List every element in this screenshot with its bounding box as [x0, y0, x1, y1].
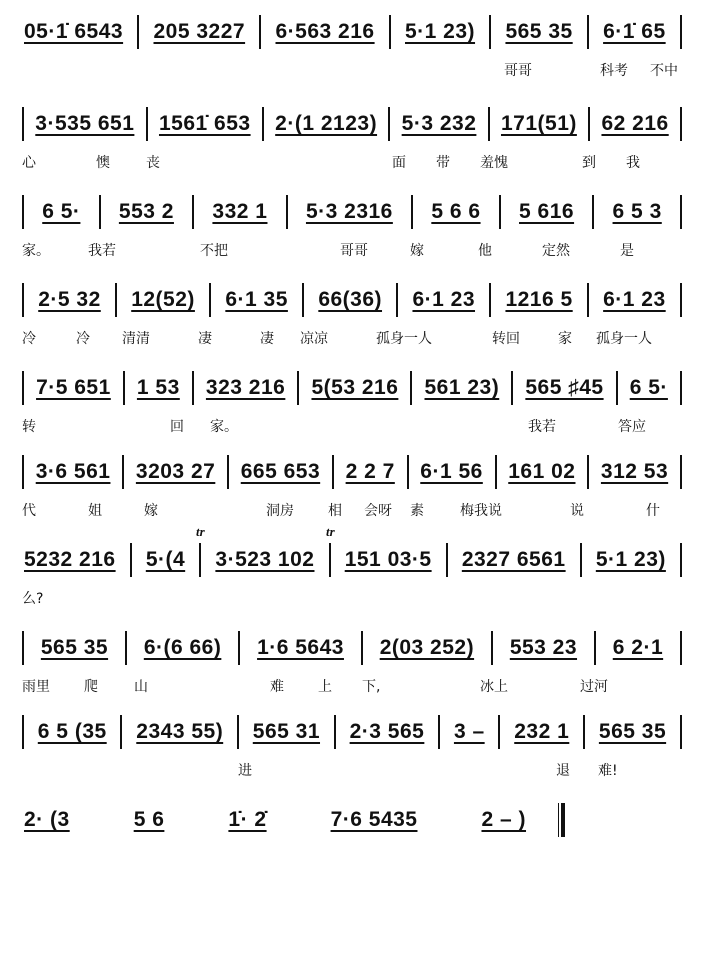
lyric-text: 冰上 [480, 679, 508, 695]
score-system-9 [0, 712, 701, 802]
measure-notes: 5232 216 [24, 548, 116, 571]
lyric-line [22, 760, 682, 786]
measure-notes: 6 5· [42, 200, 81, 223]
barline [361, 631, 363, 665]
lyric-text: 回 [170, 419, 184, 435]
measure-notes: 6·1 56 [420, 460, 483, 483]
barline [680, 371, 682, 405]
barline [580, 543, 582, 577]
lyric-text: 孤身一人 [596, 331, 652, 347]
lyric-text: 我若 [528, 419, 556, 435]
lyric-text: 心 [22, 155, 36, 171]
measure-notes: 5·3 2316 [305, 200, 393, 223]
measure-notes: 3·535 651 [35, 112, 135, 135]
measure-notes: 2·5 32 [38, 288, 101, 311]
measure-notes: 1·6 5643 [257, 636, 344, 659]
barline [227, 455, 229, 489]
measure-notes: 6·1 35 [225, 288, 288, 311]
barline [259, 15, 261, 49]
barline [389, 15, 391, 49]
lyric-text: 清清 [122, 331, 150, 347]
barline [334, 715, 336, 749]
notation-line [22, 628, 682, 668]
barline [22, 195, 24, 229]
measure-notes: 6 5 3 [612, 200, 662, 223]
lyric-text: 么? [22, 591, 44, 607]
score-system-6 [0, 452, 701, 542]
measure-notes: 1̇· 2̇ [228, 808, 267, 831]
lyric-text: 进 [238, 763, 252, 779]
trill-mark: tr [196, 524, 205, 539]
measure-notes: 5(53 216 [311, 376, 399, 399]
barline [332, 455, 334, 489]
barline [192, 195, 194, 229]
measure-notes: 665 653 [240, 460, 321, 483]
measure-notes: 5·3 232 [401, 112, 477, 135]
barline [22, 371, 24, 405]
score-system-4 [0, 280, 701, 370]
measure-notes: 5·1 23) [595, 548, 666, 571]
lyric-text: 洞房 [266, 503, 294, 519]
barline [286, 195, 288, 229]
barline [680, 543, 682, 577]
trill-mark: tr [326, 524, 335, 539]
lyric-text: 凄 [260, 331, 274, 347]
barline [587, 15, 589, 49]
lyric-text: 孤身一人 [376, 331, 432, 347]
barline [115, 283, 117, 317]
lyric-text: 定然 [542, 243, 570, 259]
measure-notes: 05·1̇ 6543 [24, 20, 124, 43]
measure-notes: 2·3 565 [349, 720, 425, 743]
measure-notes: 7·6 5435 [330, 808, 418, 831]
lyric-line [22, 848, 682, 874]
measure-notes: 332 1 [212, 200, 268, 223]
lyric-text: 冷 [76, 331, 90, 347]
barline [262, 107, 264, 141]
lyric-text: 难! [598, 763, 618, 779]
measure-notes: 12(52) [131, 288, 195, 311]
measure-notes: 2327 6561 [461, 548, 566, 571]
lyric-text: 上 [318, 679, 332, 695]
barline [594, 631, 596, 665]
barline [22, 631, 24, 665]
lyric-text: 面 [392, 155, 406, 171]
lyric-text: 梅我说 [460, 503, 502, 519]
lyric-text: 会呀 [364, 503, 392, 519]
lyric-text: 嫁 [410, 243, 424, 259]
barline [22, 283, 24, 317]
barline [680, 283, 682, 317]
lyric-line [22, 676, 682, 702]
barline [495, 455, 497, 489]
measure-notes: 6 5 (35 [37, 720, 107, 743]
lyric-text: 相 [328, 503, 342, 519]
measure-notes: 1561̇ 653 [158, 112, 251, 135]
measure-notes: 565 31 [252, 720, 321, 743]
barline [587, 455, 589, 489]
barline [587, 283, 589, 317]
measure-notes: 7·5 651 [36, 376, 111, 399]
lyric-text: 姐 [88, 503, 102, 519]
barline [680, 455, 682, 489]
lyric-text: 带 [436, 155, 450, 171]
barline [488, 107, 490, 141]
barline [396, 283, 398, 317]
barline [680, 15, 682, 49]
lyric-text: 凉凉 [300, 331, 328, 347]
notation-line [22, 452, 682, 492]
barline [302, 283, 304, 317]
barline [122, 455, 124, 489]
measure-notes: 2 2 7 [345, 460, 395, 483]
barline [491, 631, 493, 665]
measure-notes: 565 35 [505, 20, 573, 43]
measure-notes: 312 53 [600, 460, 669, 483]
lyric-text: 退 [556, 763, 570, 779]
lyric-text: 家。 [22, 243, 50, 259]
measure-notes: 6 5· [629, 376, 668, 399]
lyric-text: 羞愧 [480, 155, 508, 171]
measure-notes: 323 216 [205, 376, 286, 399]
barline [680, 631, 682, 665]
measure-notes: 6·1 23 [603, 288, 666, 311]
barline [489, 15, 491, 49]
score-system-1 [0, 12, 701, 102]
barline [411, 195, 413, 229]
barline [297, 371, 299, 405]
measure-notes: 3 – [453, 720, 485, 743]
lyric-text: 什 [646, 503, 660, 519]
barline [146, 107, 148, 141]
measure-notes: 2 – ) [481, 808, 527, 831]
lyric-text: 转 [22, 419, 36, 435]
score-system-3 [0, 192, 701, 282]
measure-notes: 205 3227 [153, 20, 246, 43]
lyric-line [22, 60, 682, 86]
notation-line [22, 12, 682, 52]
lyric-line [22, 152, 682, 178]
barline [209, 283, 211, 317]
lyric-text: 不中 [650, 63, 678, 79]
notation-line [22, 192, 682, 232]
barline [680, 195, 682, 229]
barline [99, 195, 101, 229]
measure-notes: 3·6 561 [35, 460, 111, 483]
measure-notes: 2343 55) [136, 720, 224, 743]
measure-notes: 565 ♯45 [525, 376, 604, 399]
measure-notes: 5·1 23) [405, 20, 476, 43]
lyric-text: 到 [582, 155, 596, 171]
barline [22, 107, 24, 141]
barline [120, 715, 122, 749]
barline [137, 15, 139, 49]
notation-line [22, 104, 682, 144]
barline [583, 715, 585, 749]
lyric-text: 家。 [210, 419, 238, 435]
lyric-text: 哥哥 [340, 243, 368, 259]
lyric-text: 难 [270, 679, 284, 695]
score-system-5 [0, 368, 701, 458]
measure-notes: 1 53 [136, 376, 180, 399]
lyric-line [22, 416, 682, 442]
barline [680, 107, 682, 141]
barline [130, 543, 132, 577]
lyric-line [22, 328, 682, 354]
measure-notes: 5 6 6 [431, 200, 481, 223]
lyric-text: 代 [22, 503, 36, 519]
notation-line [22, 712, 682, 752]
measure-notes: 5·(4 [145, 548, 186, 571]
barline [192, 371, 194, 405]
notation-line [22, 540, 682, 580]
barline [489, 283, 491, 317]
lyric-text: 懊 [96, 155, 110, 171]
lyric-text: 冷 [22, 331, 36, 347]
score-system-7 [0, 524, 701, 630]
lyric-text: 答应 [618, 419, 646, 435]
measure-notes: 161 02 [508, 460, 576, 483]
lyric-text: 凄 [198, 331, 212, 347]
measure-notes: 565 35 [598, 720, 667, 743]
measure-notes: 62 216 [601, 112, 669, 135]
measure-notes: 6 2·1 [612, 636, 664, 659]
barline [680, 715, 682, 749]
barline [199, 543, 201, 577]
score-system-10 [0, 800, 701, 890]
lyric-line [22, 500, 682, 526]
measure-notes: 2·(1 2123) [275, 112, 378, 135]
barline [237, 715, 239, 749]
lyric-text: 丧 [146, 155, 160, 171]
barline [22, 455, 24, 489]
barline [125, 631, 127, 665]
measure-notes: 6·1̇ 65 [603, 20, 666, 43]
measure-notes: 6·563 216 [275, 20, 375, 43]
measure-notes: 565 35 [40, 636, 109, 659]
barline [329, 543, 331, 577]
score-system-2 [0, 104, 701, 194]
lyric-text: 素 [410, 503, 424, 519]
barline [498, 715, 500, 749]
measure-notes: 5 616 [519, 200, 575, 223]
lyric-text: 家 [558, 331, 572, 347]
barline [511, 371, 513, 405]
measure-notes: 553 23 [509, 636, 578, 659]
lyric-line [22, 240, 682, 266]
lyric-text: 哥哥 [504, 63, 532, 79]
lyric-text: 转回 [492, 331, 520, 347]
barline [410, 371, 412, 405]
score-system-8 [0, 628, 701, 718]
barline [388, 107, 390, 141]
barline [22, 715, 24, 749]
lyric-line [22, 588, 682, 614]
lyric-text: 山 [134, 679, 148, 695]
barline [407, 455, 409, 489]
measure-notes: 6·1 23 [412, 288, 476, 311]
measure-notes: 151 03·5 [344, 548, 432, 571]
barline [123, 371, 125, 405]
lyric-text: 嫁 [144, 503, 158, 519]
measure-notes: 2· (3 [24, 808, 70, 831]
measure-notes: 66(36) [318, 288, 383, 311]
lyric-text: 我若 [88, 243, 116, 259]
measure-notes: 553 2 [118, 200, 174, 223]
barline [592, 195, 594, 229]
measure-notes: 561 23) [424, 376, 500, 399]
lyric-text: 爬 [84, 679, 98, 695]
barline [499, 195, 501, 229]
measure-notes: 6·(6 66) [143, 636, 222, 659]
lyric-text: 说 [570, 503, 584, 519]
measure-notes: 1216 5 [505, 288, 573, 311]
measure-notes: 3·523 102 [215, 548, 315, 571]
measure-notes: 171(51) [500, 112, 577, 135]
lyric-text: 不把 [200, 243, 228, 259]
lyric-text: 科考 [600, 63, 628, 79]
barline [438, 715, 440, 749]
lyric-text: 是 [620, 243, 634, 259]
measure-notes: 2(03 252) [379, 636, 475, 659]
barline [238, 631, 240, 665]
notation-line [22, 280, 682, 320]
measure-notes: 232 1 [514, 720, 570, 743]
lyric-text: 过河 [580, 679, 608, 695]
notation-line [22, 368, 682, 408]
measure-notes: 5 6 [133, 808, 165, 831]
lyric-text: 我 [626, 155, 640, 171]
barline [446, 543, 448, 577]
notation-line [22, 800, 527, 840]
measure-notes: 3203 27 [135, 460, 216, 483]
lyric-text: 下, [362, 679, 381, 695]
barline [588, 107, 590, 141]
barline [616, 371, 618, 405]
lyric-text: 雨里 [22, 679, 50, 695]
lyric-text: 他 [478, 243, 492, 259]
